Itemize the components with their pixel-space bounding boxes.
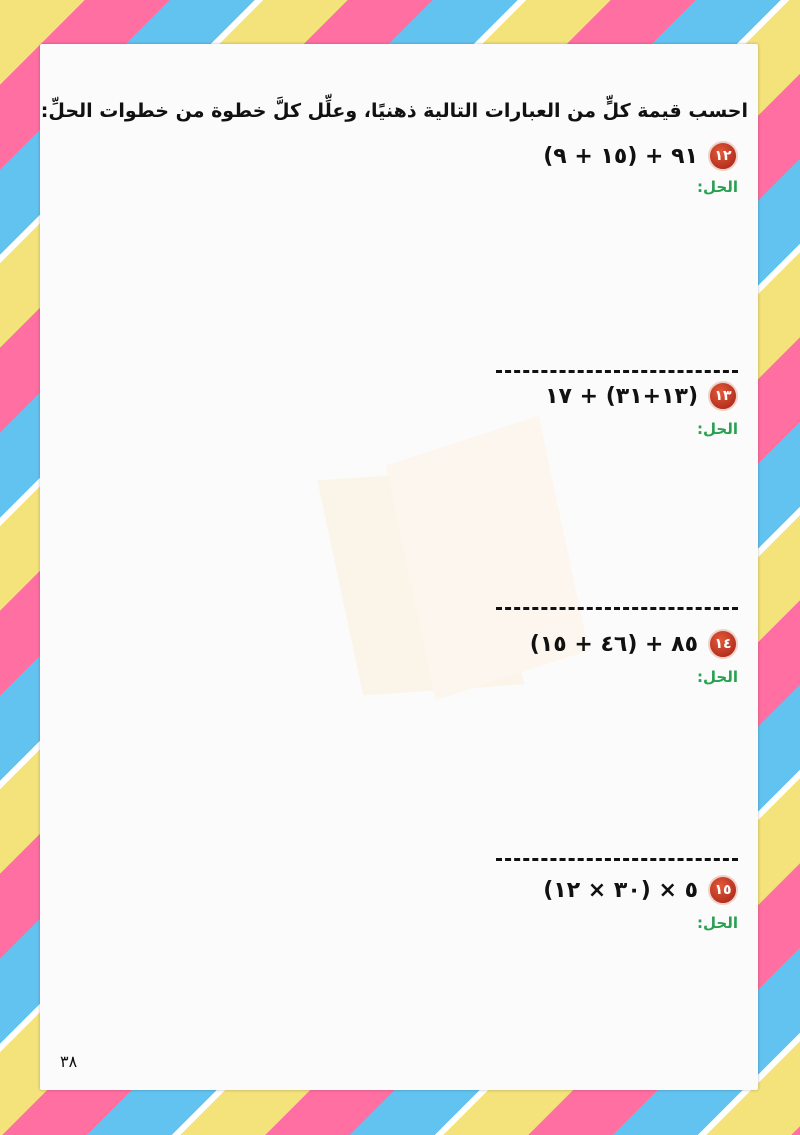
problem-expression: ٥ × (٣٠ × ١٢) [543, 877, 698, 903]
problem-13 [545, 380, 738, 412]
problem-12 [543, 140, 738, 172]
problem-number-badge: ١٥ [708, 875, 738, 905]
dashed-separator [496, 607, 738, 610]
book-watermark [311, 402, 608, 745]
problem-expression: ٩١ + (١٥ + ٩) [543, 143, 698, 169]
page-sheet [40, 44, 758, 1090]
page-number: ٣٨ [60, 1052, 78, 1071]
solution-label: الحل: [697, 914, 738, 932]
problem-14 [530, 628, 738, 660]
solution-label: الحل: [697, 668, 738, 686]
problem-number-badge: ١٤ [708, 629, 738, 659]
problem-15 [543, 874, 738, 906]
dashed-separator [496, 858, 738, 861]
solution-label: الحل: [697, 420, 738, 438]
dashed-separator [496, 370, 738, 373]
problem-number-badge: ١٣ [708, 381, 738, 411]
page-title: احسب قيمة كلٍّ من العبارات التالية ذهنيًا، وعلِّل كلَّ خطوة من خطوات الحلِّ: [40, 100, 748, 122]
solution-label: الحل: [697, 178, 738, 196]
problem-expression: ٨٥ + (٤٦ + ١٥) [529, 631, 698, 657]
problem-number-badge: ١٢ [708, 141, 738, 171]
problem-expression: (١٣+٣١) + ١٧ [545, 383, 698, 409]
